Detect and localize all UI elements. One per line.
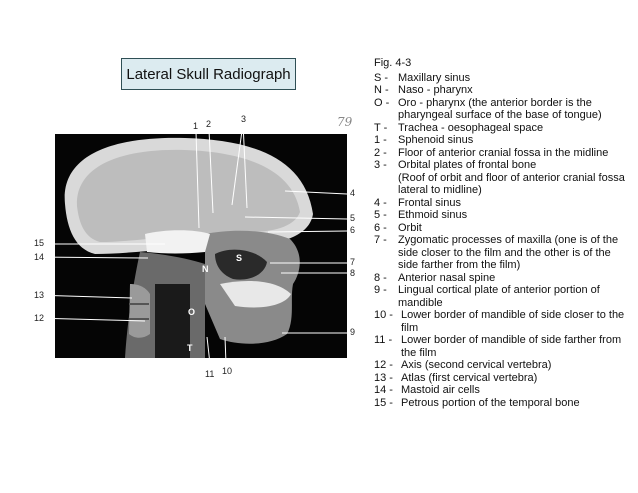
figure-number: Fig. 4-3 — [374, 57, 412, 69]
legend-text: Petrous portion of the temporal bone — [401, 396, 580, 409]
label-S: S — [236, 253, 243, 263]
label-2: 2 — [206, 119, 212, 129]
legend-text: Naso - pharynx — [398, 84, 473, 96]
legend-text: Ethmoid sinus — [398, 209, 468, 221]
legend-item — [374, 197, 634, 210]
legend-item — [374, 222, 634, 235]
legend-code: T - — [374, 121, 388, 134]
legend-text: Atlas (first cervical vertebra) — [401, 371, 538, 384]
legend-item — [374, 72, 634, 85]
legend-code: 4 - — [374, 196, 387, 209]
handwritten-mark: 79 — [337, 115, 353, 129]
legend — [374, 57, 634, 409]
legend-list — [374, 72, 634, 410]
legend-text: Floor of anterior cranial fossa in the midline — [398, 146, 609, 159]
legend-text: Mastoid air cells — [401, 384, 480, 396]
legend-item — [374, 147, 634, 160]
label-15: 15 — [34, 238, 45, 248]
label-6: 6 — [350, 225, 356, 235]
legend-item — [374, 134, 634, 147]
legend-code: 12 - — [374, 359, 393, 371]
label-14: 14 — [34, 252, 45, 262]
legend-code: 2 - — [374, 146, 387, 159]
legend-item — [374, 209, 634, 222]
legend-code: 7 - — [374, 234, 387, 246]
legend-text: Anterior nasal spine — [398, 271, 496, 284]
legend-text: (Roof of orbit and floor of anterior cranial fossa lateral to midline) — [398, 171, 625, 196]
label-10: 10 — [222, 366, 233, 376]
legend-text: Axis (second cervical vertebra) — [401, 359, 552, 371]
label-7: 7 — [350, 257, 356, 267]
legend-text: Frontal sinus — [398, 196, 461, 209]
legend-item — [374, 284, 634, 309]
label-9: 9 — [350, 327, 356, 337]
legend-text: Orbit — [398, 221, 422, 234]
legend-item — [374, 159, 634, 172]
legend-code: 14 - — [374, 384, 393, 396]
legend-text: Lower border of mandible of side farther from the film — [401, 334, 622, 359]
label-11: 11 — [205, 369, 215, 379]
legend-code: 9 - — [374, 284, 387, 296]
legend-code: O - — [374, 96, 390, 109]
legend-code: 13 - — [374, 371, 393, 384]
legend-code: 8 - — [374, 271, 387, 284]
label-5: 5 — [350, 213, 356, 223]
legend-code: 10 - — [374, 309, 393, 321]
label-3: 3 — [241, 114, 247, 124]
legend-text: Sphenoid sinus — [398, 134, 474, 146]
legend-item — [374, 334, 634, 359]
legend-text: Maxillary sinus — [398, 71, 471, 84]
legend-item — [374, 359, 634, 372]
legend-item — [374, 97, 634, 122]
legend-item — [374, 234, 634, 272]
legend-text: Trachea - oesophageal space — [398, 121, 544, 134]
label-4: 4 — [350, 188, 356, 198]
legend-code: N - — [374, 84, 389, 96]
legend-code: 11 - — [374, 334, 393, 346]
legend-code: 5 - — [374, 209, 387, 221]
legend-item — [374, 309, 634, 334]
legend-item — [374, 272, 634, 285]
legend-code: 15 - — [374, 396, 393, 409]
legend-item — [374, 84, 634, 97]
legend-item — [374, 372, 634, 385]
legend-text: Orbital plates of frontal bone — [398, 159, 537, 171]
label-O: O — [188, 307, 196, 317]
legend-item — [374, 397, 634, 410]
label-T: T — [187, 343, 193, 353]
legend-code: 1 - — [374, 134, 387, 146]
label-13: 13 — [34, 290, 45, 300]
legend-text: Lower border of mandible of side closer to the film — [401, 309, 625, 334]
legend-code — [374, 172, 398, 197]
label-N: N — [202, 264, 209, 274]
title-text: Lateral Skull Radiograph — [126, 65, 291, 83]
legend-text: Lingual cortical plate of anterior portion of mandible — [398, 284, 600, 309]
legend-item — [374, 172, 634, 197]
label-12: 12 — [34, 313, 45, 323]
legend-code: 3 - — [374, 159, 387, 171]
legend-text: Zygomatic processes of maxilla (one is of the side closer to the film and the other is of the side farther from the film) — [398, 234, 619, 271]
legend-code: S - — [374, 71, 389, 84]
label-1: 1 — [193, 121, 199, 131]
legend-code: 6 - — [374, 221, 387, 234]
label-8: 8 — [350, 268, 356, 278]
legend-text: Oro - pharynx (the anterior border is the pharyngeal surface of the base of tongue) — [398, 96, 602, 121]
legend-item — [374, 384, 634, 397]
legend-item — [374, 122, 634, 135]
